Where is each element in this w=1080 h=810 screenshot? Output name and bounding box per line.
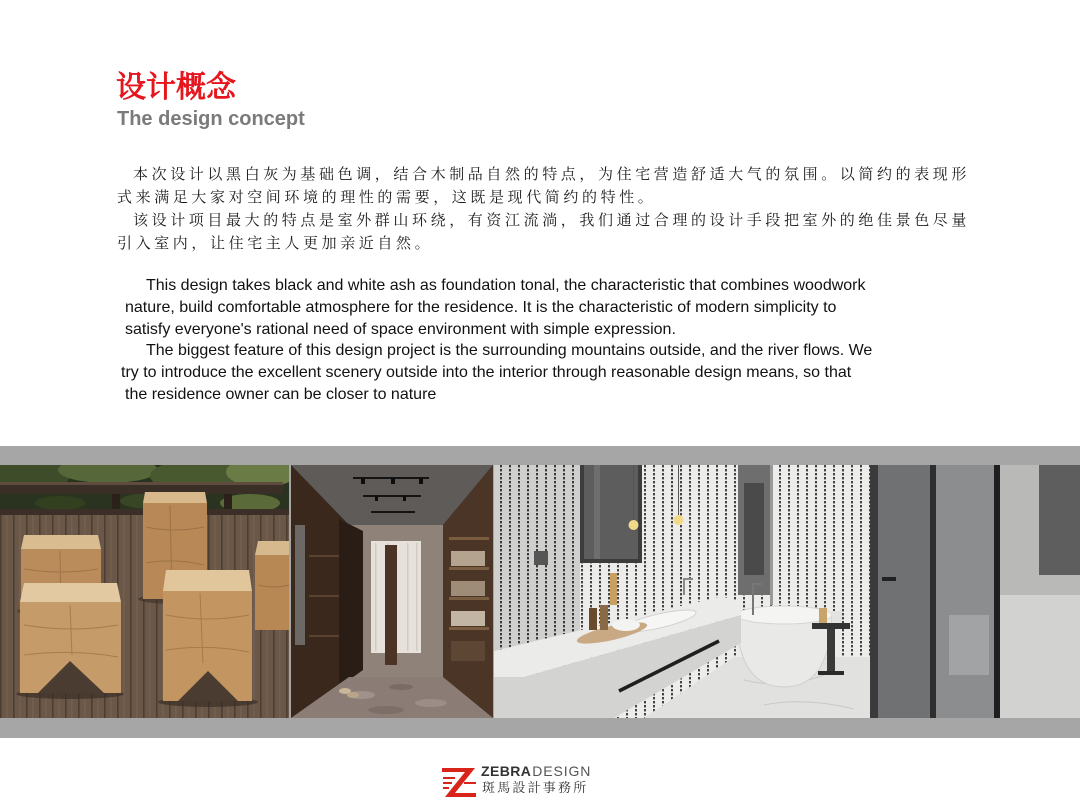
intro-chinese-line: 该设计项目最大的特点是室外群山环绕，有资江流淌，我们通过合理的设计手段把室外的绝佳景色尽量 <box>133 211 971 229</box>
left-door-leaf <box>339 519 363 687</box>
intro-chinese <box>117 163 970 255</box>
photo-wooden-stools-image <box>0 465 289 718</box>
stool-right <box>255 541 289 630</box>
photo-bathroom <box>494 465 1080 718</box>
intro-chinese-line: 引入室内，让住宅主人更加亲近自然。 <box>117 234 434 252</box>
intro-chinese-line: 式来满足大家对空间环境的理性的需要，这既是现代简约的特性。 <box>117 188 657 206</box>
photo-walk-in-closet-image <box>291 465 493 718</box>
logo-chinese-name: 斑馬設計事務所 <box>482 781 589 796</box>
intro-english-line: satisfy everyone's rational need of space environment with simple expression. <box>125 320 676 338</box>
mirror <box>580 465 642 563</box>
zebra-design-logo <box>440 762 596 800</box>
intro-english-line: nature, build comfortable atmosphere for the residence. It is the characteristic of modern simplicity to <box>125 298 837 316</box>
zebra-logo-icon <box>440 764 478 798</box>
logo-brand-light: DESIGN <box>532 763 592 779</box>
stool-front-right <box>158 570 258 707</box>
intro-chinese-line: 本次设计以黑白灰为基础色调，结合木制品自然的特点，为住宅营造舒适大气的氛围。以简约的表现形 <box>133 165 971 183</box>
intro-english-line: The biggest feature of this design project is the surrounding mountains outside, and the river flows. We <box>146 342 873 360</box>
photo-bathroom-image <box>494 465 1080 718</box>
glass-door <box>870 465 1080 718</box>
intro-english-line: the residence owner can be closer to nature <box>125 385 437 403</box>
intro-english-line: try to introduce the excellent scenery outside into the interior through reasonable design means, so that <box>121 364 852 382</box>
photo-walk-in-closet <box>291 465 493 718</box>
page-subtitle-en: The design concept <box>117 108 305 130</box>
right-shelves <box>449 537 489 661</box>
logo-brand-text <box>481 763 591 779</box>
intro-english <box>121 275 873 406</box>
center-door-leaf <box>385 545 397 665</box>
photo-wooden-stools <box>0 465 289 718</box>
stool-front-left <box>16 583 124 699</box>
wall-switch <box>534 551 548 565</box>
page-title-cn: 设计概念 <box>116 70 236 105</box>
logo-brand-bold: ZEBRA <box>481 763 532 779</box>
intro-english-line: This design takes black and white ash as foundation tonal, the characteristic that combines woodwork <box>146 277 866 294</box>
